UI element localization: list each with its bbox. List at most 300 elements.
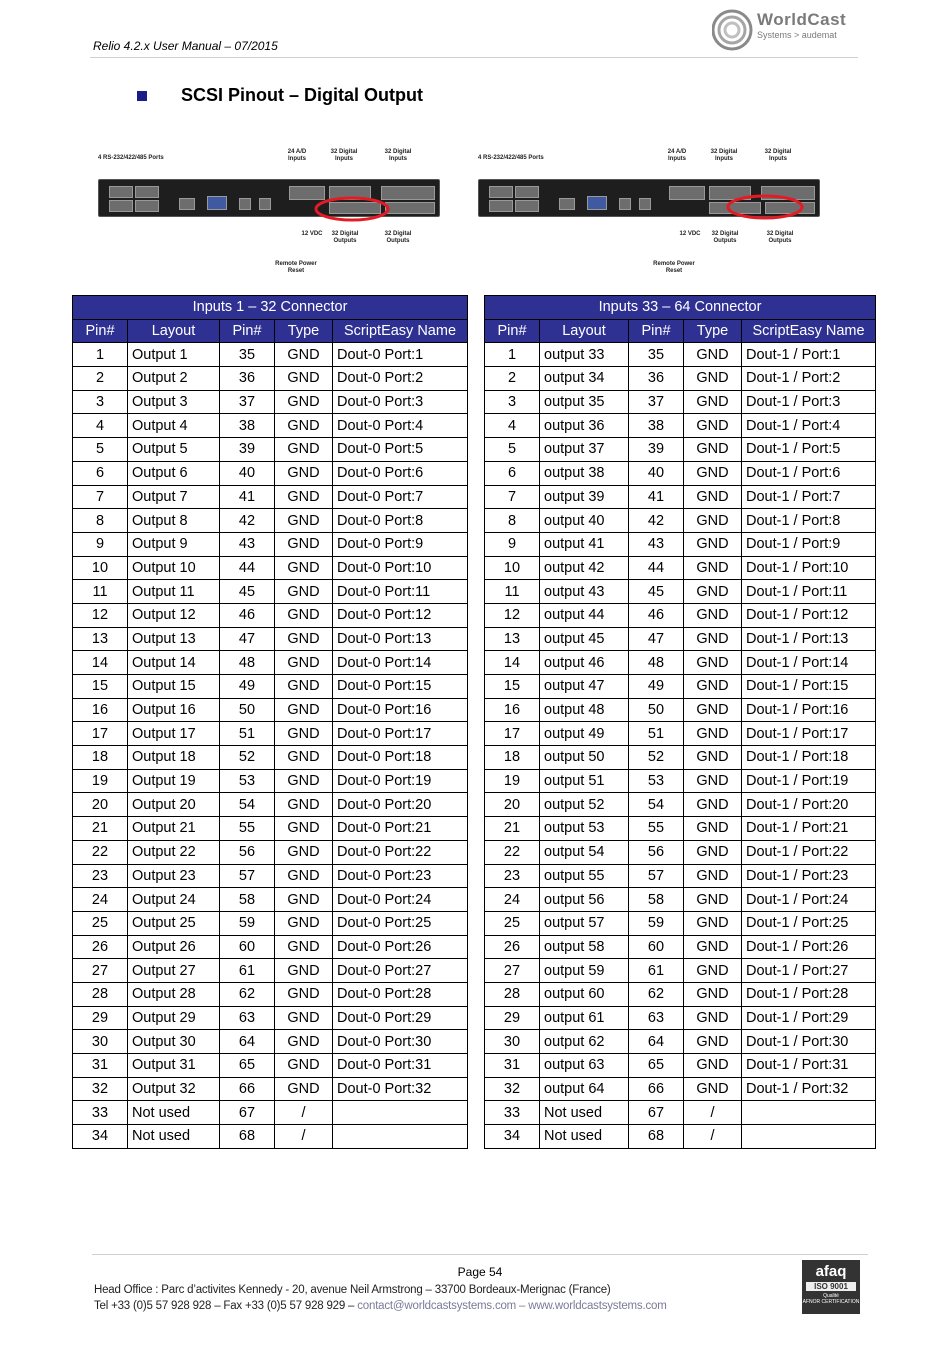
cell-layout: Output 14 bbox=[128, 651, 220, 675]
cell-layout: Output 8 bbox=[128, 509, 220, 533]
cell-scripteasy-name: Dout-1 / Port:2 bbox=[742, 367, 876, 391]
cell-layout: output 48 bbox=[540, 698, 629, 722]
table-title: Inputs 33 – 64 Connector bbox=[485, 296, 876, 320]
cell-gnd-pin: 38 bbox=[220, 414, 275, 438]
cell-layout: output 57 bbox=[540, 911, 629, 935]
cell-layout: output 45 bbox=[540, 627, 629, 651]
afaq-certification-logo bbox=[802, 1260, 860, 1314]
cell-layout: output 36 bbox=[540, 414, 629, 438]
cell-pin: 14 bbox=[485, 651, 540, 675]
cell-gnd-pin: 62 bbox=[220, 982, 275, 1006]
cell-scripteasy-name: Dout-0 Port:13 bbox=[333, 627, 468, 651]
cell-pin: 18 bbox=[485, 746, 540, 770]
label-digital-outputs-1: 32 Digital Outputs bbox=[711, 231, 739, 244]
cell-gnd-pin: 64 bbox=[220, 1030, 275, 1054]
cell-gnd-pin: 54 bbox=[220, 793, 275, 817]
cell-pin: 32 bbox=[485, 1077, 540, 1101]
cell-pin: 3 bbox=[485, 390, 540, 414]
table-row bbox=[485, 461, 876, 485]
cell-type: GND bbox=[275, 769, 333, 793]
cell-scripteasy-name: Dout-1 / Port:14 bbox=[742, 651, 876, 675]
column-header: Pin# bbox=[220, 319, 275, 343]
cell-gnd-pin: 36 bbox=[629, 367, 684, 391]
cell-pin: 10 bbox=[485, 556, 540, 580]
cell-pin: 27 bbox=[73, 959, 128, 983]
cell-gnd-pin: 67 bbox=[629, 1101, 684, 1125]
cell-pin: 26 bbox=[485, 935, 540, 959]
cell-type: GND bbox=[275, 982, 333, 1006]
cell-type: GND bbox=[684, 603, 742, 627]
cell-layout: output 41 bbox=[540, 532, 629, 556]
table-row bbox=[73, 485, 468, 509]
cell-layout: output 44 bbox=[540, 603, 629, 627]
table-row bbox=[485, 485, 876, 509]
table-row bbox=[485, 746, 876, 770]
cell-pin: 17 bbox=[73, 722, 128, 746]
cell-type: GND bbox=[684, 1006, 742, 1030]
label-ad-inputs: 24 A/D Inputs bbox=[287, 149, 307, 162]
cell-layout: Output 2 bbox=[128, 367, 220, 391]
cell-scripteasy-name: Dout-1 / Port:3 bbox=[742, 390, 876, 414]
table-row bbox=[73, 1030, 468, 1054]
cell-pin: 19 bbox=[73, 769, 128, 793]
cell-gnd-pin: 66 bbox=[629, 1077, 684, 1101]
worldcast-logo bbox=[712, 6, 862, 54]
cell-scripteasy-name: Dout-0 Port:3 bbox=[333, 390, 468, 414]
cell-scripteasy-name: Dout-0 Port:26 bbox=[333, 935, 468, 959]
cell-pin: 12 bbox=[485, 603, 540, 627]
cell-type: GND bbox=[684, 722, 742, 746]
cell-scripteasy-name: Dout-1 / Port:25 bbox=[742, 911, 876, 935]
cell-gnd-pin: 43 bbox=[629, 532, 684, 556]
cell-pin: 18 bbox=[73, 746, 128, 770]
cell-type: GND bbox=[275, 509, 333, 533]
cell-type: GND bbox=[275, 414, 333, 438]
cell-pin: 29 bbox=[485, 1006, 540, 1030]
table-row bbox=[485, 1125, 876, 1149]
cell-scripteasy-name: Dout-0 Port:30 bbox=[333, 1030, 468, 1054]
cell-gnd-pin: 59 bbox=[220, 911, 275, 935]
cell-scripteasy-name: Dout-1 / Port:26 bbox=[742, 935, 876, 959]
cell-gnd-pin: 39 bbox=[220, 438, 275, 462]
header-divider bbox=[90, 57, 858, 58]
logo-tagline: Systems > audemat bbox=[757, 30, 837, 40]
label-digital-inputs-1: 32 Digital Inputs bbox=[710, 149, 738, 162]
cell-gnd-pin: 68 bbox=[220, 1125, 275, 1149]
cell-type: GND bbox=[275, 1030, 333, 1054]
table-row bbox=[485, 1030, 876, 1054]
cell-gnd-pin: 40 bbox=[629, 461, 684, 485]
cell-type: GND bbox=[684, 982, 742, 1006]
cell-pin: 11 bbox=[485, 580, 540, 604]
cell-scripteasy-name: Dout-1 / Port:6 bbox=[742, 461, 876, 485]
cell-layout: Output 15 bbox=[128, 675, 220, 699]
column-header: Pin# bbox=[73, 319, 128, 343]
table-row bbox=[73, 935, 468, 959]
cell-pin: 25 bbox=[485, 911, 540, 935]
cell-pin: 32 bbox=[73, 1077, 128, 1101]
highlight-ring-icon bbox=[312, 195, 392, 223]
cell-type: GND bbox=[275, 1006, 333, 1030]
cell-type: GND bbox=[684, 390, 742, 414]
cell-layout: Output 30 bbox=[128, 1030, 220, 1054]
table-row bbox=[485, 1006, 876, 1030]
highlight-ring-icon bbox=[724, 193, 806, 221]
cell-type: GND bbox=[684, 1030, 742, 1054]
cell-pin: 5 bbox=[485, 438, 540, 462]
column-header: Type bbox=[684, 319, 742, 343]
cell-scripteasy-name: Dout-1 / Port:9 bbox=[742, 532, 876, 556]
cell-gnd-pin: 45 bbox=[629, 580, 684, 604]
cell-pin: 1 bbox=[73, 343, 128, 367]
cell-layout: Output 27 bbox=[128, 959, 220, 983]
cell-type: GND bbox=[275, 722, 333, 746]
cell-gnd-pin: 49 bbox=[629, 675, 684, 699]
cell-type: GND bbox=[275, 367, 333, 391]
table-row bbox=[485, 793, 876, 817]
cell-scripteasy-name: Dout-1 / Port:4 bbox=[742, 414, 876, 438]
cell-pin: 21 bbox=[73, 817, 128, 841]
cell-pin: 13 bbox=[485, 627, 540, 651]
cell-gnd-pin: 39 bbox=[629, 438, 684, 462]
cell-scripteasy-name: Dout-1 / Port:29 bbox=[742, 1006, 876, 1030]
cell-pin: 17 bbox=[485, 722, 540, 746]
cell-gnd-pin: 35 bbox=[629, 343, 684, 367]
cell-type: GND bbox=[684, 414, 742, 438]
cell-layout: output 62 bbox=[540, 1030, 629, 1054]
table-row bbox=[485, 627, 876, 651]
cell-scripteasy-name: Dout-0 Port:5 bbox=[333, 438, 468, 462]
cell-type: GND bbox=[684, 343, 742, 367]
cell-gnd-pin: 41 bbox=[629, 485, 684, 509]
cell-pin: 3 bbox=[73, 390, 128, 414]
cell-scripteasy-name: Dout-0 Port:11 bbox=[333, 580, 468, 604]
cell-layout: Not used bbox=[128, 1101, 220, 1125]
cell-type: GND bbox=[275, 675, 333, 699]
cell-layout: output 60 bbox=[540, 982, 629, 1006]
cell-type: GND bbox=[275, 793, 333, 817]
label-remote-reset: Remote Power Reset bbox=[653, 261, 695, 274]
cell-pin: 26 bbox=[73, 935, 128, 959]
cell-scripteasy-name: Dout-1 / Port:22 bbox=[742, 840, 876, 864]
cell-gnd-pin: 59 bbox=[629, 911, 684, 935]
label-digital-inputs-1: 32 Digital Inputs bbox=[330, 149, 358, 162]
cell-layout: output 64 bbox=[540, 1077, 629, 1101]
table-row bbox=[485, 603, 876, 627]
cell-layout: output 51 bbox=[540, 769, 629, 793]
cell-layout: Output 28 bbox=[128, 982, 220, 1006]
cell-pin: 20 bbox=[73, 793, 128, 817]
cell-type: GND bbox=[684, 532, 742, 556]
cell-pin: 30 bbox=[485, 1030, 540, 1054]
label-12vdc: 12 VDC bbox=[301, 231, 323, 237]
cell-pin: 16 bbox=[485, 698, 540, 722]
cell-gnd-pin: 65 bbox=[629, 1054, 684, 1078]
cell-gnd-pin: 55 bbox=[220, 817, 275, 841]
cell-type: GND bbox=[275, 556, 333, 580]
cert-sub: Qualité bbox=[823, 1293, 839, 1299]
cell-gnd-pin: 43 bbox=[220, 532, 275, 556]
cell-layout: Output 18 bbox=[128, 746, 220, 770]
cell-pin: 19 bbox=[485, 769, 540, 793]
cell-pin: 15 bbox=[485, 675, 540, 699]
cell-layout: Output 20 bbox=[128, 793, 220, 817]
cell-layout: Not used bbox=[540, 1101, 629, 1125]
cell-gnd-pin: 54 bbox=[629, 793, 684, 817]
cell-type: GND bbox=[684, 911, 742, 935]
cell-type: GND bbox=[275, 817, 333, 841]
cell-gnd-pin: 52 bbox=[629, 746, 684, 770]
cell-pin: 14 bbox=[73, 651, 128, 675]
cell-pin: 20 bbox=[485, 793, 540, 817]
cell-pin: 7 bbox=[73, 485, 128, 509]
cell-pin: 22 bbox=[485, 840, 540, 864]
cell-scripteasy-name bbox=[742, 1125, 876, 1149]
cell-layout: output 59 bbox=[540, 959, 629, 983]
cell-layout: Output 26 bbox=[128, 935, 220, 959]
cell-pin: 10 bbox=[73, 556, 128, 580]
cell-pin: 33 bbox=[73, 1101, 128, 1125]
label-digital-outputs-2: 32 Digital Outputs bbox=[766, 231, 794, 244]
cell-pin: 30 bbox=[73, 1030, 128, 1054]
cell-layout: Output 3 bbox=[128, 390, 220, 414]
cell-scripteasy-name: Dout-1 / Port:17 bbox=[742, 722, 876, 746]
cell-pin: 28 bbox=[73, 982, 128, 1006]
footer-address: Head Office : Parc d’activites Kennedy - 20, avenue Neil Armstrong – 33700 Bordeaux-Merignac (France) bbox=[94, 1284, 611, 1296]
cell-scripteasy-name: Dout-0 Port:8 bbox=[333, 509, 468, 533]
table-row bbox=[73, 1054, 468, 1078]
cell-gnd-pin: 60 bbox=[220, 935, 275, 959]
cell-pin: 31 bbox=[485, 1054, 540, 1078]
cell-type: GND bbox=[275, 1054, 333, 1078]
cell-type: GND bbox=[275, 603, 333, 627]
table-row bbox=[485, 769, 876, 793]
cell-gnd-pin: 61 bbox=[629, 959, 684, 983]
cert-standard: ISO 9001 bbox=[806, 1282, 856, 1291]
cell-type: GND bbox=[684, 485, 742, 509]
table-row bbox=[73, 959, 468, 983]
table-row bbox=[485, 911, 876, 935]
cell-pin: 9 bbox=[485, 532, 540, 556]
label-remote-reset: Remote Power Reset bbox=[275, 261, 317, 274]
cell-type: GND bbox=[684, 675, 742, 699]
cell-gnd-pin: 50 bbox=[220, 698, 275, 722]
table-row bbox=[485, 1101, 876, 1125]
cell-scripteasy-name: Dout-0 Port:24 bbox=[333, 888, 468, 912]
cell-gnd-pin: 52 bbox=[220, 746, 275, 770]
cell-pin: 6 bbox=[485, 461, 540, 485]
cell-gnd-pin: 56 bbox=[220, 840, 275, 864]
table-row bbox=[73, 1101, 468, 1125]
cell-type: GND bbox=[275, 864, 333, 888]
cell-type: GND bbox=[275, 485, 333, 509]
cell-pin: 6 bbox=[73, 461, 128, 485]
cell-type: GND bbox=[275, 888, 333, 912]
cell-type: GND bbox=[275, 461, 333, 485]
pinout-table-right bbox=[484, 295, 876, 1149]
manual-title: Relio 4.2.x User Manual – 07/2015 bbox=[93, 39, 278, 53]
cell-layout: Output 19 bbox=[128, 769, 220, 793]
cell-type: GND bbox=[684, 817, 742, 841]
cell-type: GND bbox=[275, 438, 333, 462]
table-row bbox=[73, 532, 468, 556]
cell-type: GND bbox=[275, 532, 333, 556]
cell-scripteasy-name: Dout-0 Port:4 bbox=[333, 414, 468, 438]
cell-layout: Output 22 bbox=[128, 840, 220, 864]
cell-gnd-pin: 64 bbox=[629, 1030, 684, 1054]
cell-scripteasy-name: Dout-0 Port:1 bbox=[333, 343, 468, 367]
table-row bbox=[73, 651, 468, 675]
cell-gnd-pin: 50 bbox=[629, 698, 684, 722]
cell-pin: 28 bbox=[485, 982, 540, 1006]
cell-scripteasy-name: Dout-1 / Port:19 bbox=[742, 769, 876, 793]
label-ad-inputs: 24 A/D Inputs bbox=[667, 149, 687, 162]
cell-layout: output 46 bbox=[540, 651, 629, 675]
table-row bbox=[73, 438, 468, 462]
cell-scripteasy-name: Dout-0 Port:15 bbox=[333, 675, 468, 699]
table-row bbox=[73, 840, 468, 864]
cell-type: / bbox=[275, 1125, 333, 1149]
label-digital-inputs-2: 32 Digital Inputs bbox=[384, 149, 412, 162]
page-number: Page 54 bbox=[457, 1265, 503, 1279]
label-digital-outputs-1: 32 Digital Outputs bbox=[331, 231, 359, 244]
cell-type: GND bbox=[684, 698, 742, 722]
cell-type: GND bbox=[275, 390, 333, 414]
table-row bbox=[73, 817, 468, 841]
cell-scripteasy-name: Dout-0 Port:18 bbox=[333, 746, 468, 770]
cell-scripteasy-name: Dout-1 / Port:18 bbox=[742, 746, 876, 770]
cell-gnd-pin: 42 bbox=[629, 509, 684, 533]
cell-pin: 29 bbox=[73, 1006, 128, 1030]
cell-layout: output 50 bbox=[540, 746, 629, 770]
table-row bbox=[485, 959, 876, 983]
table-row bbox=[485, 1054, 876, 1078]
cell-pin: 1 bbox=[485, 343, 540, 367]
cell-layout: Output 17 bbox=[128, 722, 220, 746]
table-row bbox=[73, 1125, 468, 1149]
cell-gnd-pin: 53 bbox=[220, 769, 275, 793]
cell-layout: Output 1 bbox=[128, 343, 220, 367]
label-serial-ports: 4 RS-232/422/485 Ports bbox=[98, 155, 164, 161]
table-row bbox=[73, 367, 468, 391]
table-row bbox=[485, 414, 876, 438]
label-digital-inputs-2: 32 Digital Inputs bbox=[764, 149, 792, 162]
cell-gnd-pin: 48 bbox=[220, 651, 275, 675]
cell-type: GND bbox=[684, 509, 742, 533]
cell-scripteasy-name: Dout-0 Port:14 bbox=[333, 651, 468, 675]
table-row bbox=[485, 698, 876, 722]
table-row bbox=[485, 390, 876, 414]
cell-scripteasy-name: Dout-1 / Port:30 bbox=[742, 1030, 876, 1054]
cell-layout: output 49 bbox=[540, 722, 629, 746]
cell-gnd-pin: 65 bbox=[220, 1054, 275, 1078]
table-row bbox=[73, 461, 468, 485]
cell-scripteasy-name: Dout-0 Port:29 bbox=[333, 1006, 468, 1030]
cell-layout: Output 11 bbox=[128, 580, 220, 604]
cell-layout: Output 12 bbox=[128, 603, 220, 627]
cell-gnd-pin: 63 bbox=[629, 1006, 684, 1030]
table-row bbox=[485, 556, 876, 580]
cell-scripteasy-name: Dout-0 Port:28 bbox=[333, 982, 468, 1006]
cell-layout: output 39 bbox=[540, 485, 629, 509]
table-row bbox=[73, 580, 468, 604]
cell-scripteasy-name bbox=[333, 1125, 468, 1149]
footer-email-web[interactable]: contact@worldcastsystems.com – www.worldcastsystems.com bbox=[357, 1300, 667, 1312]
table-row bbox=[485, 675, 876, 699]
cell-gnd-pin: 56 bbox=[629, 840, 684, 864]
cell-type: GND bbox=[684, 438, 742, 462]
column-header: ScriptEasy Name bbox=[333, 319, 468, 343]
footer-phone: Tel +33 (0)5 57 928 928 – Fax +33 (0)5 57 928 929 – bbox=[94, 1300, 355, 1312]
table-row bbox=[485, 722, 876, 746]
column-header: Layout bbox=[540, 319, 629, 343]
cell-layout: output 38 bbox=[540, 461, 629, 485]
cell-pin: 2 bbox=[485, 367, 540, 391]
cell-layout: output 40 bbox=[540, 509, 629, 533]
cell-scripteasy-name bbox=[333, 1101, 468, 1125]
cell-scripteasy-name: Dout-1 / Port:20 bbox=[742, 793, 876, 817]
cell-gnd-pin: 66 bbox=[220, 1077, 275, 1101]
table-title: Inputs 1 – 32 Connector bbox=[73, 296, 468, 320]
cert-org: AFNOR CERTIFICATION bbox=[802, 1299, 860, 1305]
table-row bbox=[485, 509, 876, 533]
cell-pin: 15 bbox=[73, 675, 128, 699]
cell-gnd-pin: 60 bbox=[629, 935, 684, 959]
table-row bbox=[73, 509, 468, 533]
cell-gnd-pin: 49 bbox=[220, 675, 275, 699]
cell-type: GND bbox=[684, 1077, 742, 1101]
cell-scripteasy-name: Dout-1 / Port:27 bbox=[742, 959, 876, 983]
table-row bbox=[73, 1006, 468, 1030]
cell-pin: 23 bbox=[485, 864, 540, 888]
table-row bbox=[73, 793, 468, 817]
cell-gnd-pin: 51 bbox=[220, 722, 275, 746]
cell-layout: Output 29 bbox=[128, 1006, 220, 1030]
cell-scripteasy-name: Dout-0 Port:16 bbox=[333, 698, 468, 722]
cell-gnd-pin: 46 bbox=[220, 603, 275, 627]
cell-gnd-pin: 41 bbox=[220, 485, 275, 509]
cell-pin: 27 bbox=[485, 959, 540, 983]
cell-scripteasy-name: Dout-0 Port:19 bbox=[333, 769, 468, 793]
cell-layout: Output 23 bbox=[128, 864, 220, 888]
cell-gnd-pin: 36 bbox=[220, 367, 275, 391]
cell-layout: Output 4 bbox=[128, 414, 220, 438]
table-row bbox=[485, 343, 876, 367]
cell-gnd-pin: 67 bbox=[220, 1101, 275, 1125]
cell-gnd-pin: 37 bbox=[629, 390, 684, 414]
cell-type: GND bbox=[684, 959, 742, 983]
cell-pin: 34 bbox=[73, 1125, 128, 1149]
cell-layout: output 43 bbox=[540, 580, 629, 604]
cell-gnd-pin: 57 bbox=[220, 864, 275, 888]
cell-type: GND bbox=[275, 627, 333, 651]
cell-layout: output 35 bbox=[540, 390, 629, 414]
cell-layout: output 55 bbox=[540, 864, 629, 888]
cell-gnd-pin: 55 bbox=[629, 817, 684, 841]
cell-pin: 7 bbox=[485, 485, 540, 509]
cell-layout: Output 5 bbox=[128, 438, 220, 462]
cell-pin: 8 bbox=[485, 509, 540, 533]
cell-type: GND bbox=[684, 769, 742, 793]
cell-scripteasy-name bbox=[742, 1101, 876, 1125]
device-rear-panel-photo-left bbox=[94, 145, 446, 277]
cell-layout: output 52 bbox=[540, 793, 629, 817]
table-row bbox=[485, 935, 876, 959]
cell-scripteasy-name: Dout-0 Port:20 bbox=[333, 793, 468, 817]
cell-type: GND bbox=[275, 935, 333, 959]
table-row bbox=[73, 343, 468, 367]
cell-layout: output 37 bbox=[540, 438, 629, 462]
